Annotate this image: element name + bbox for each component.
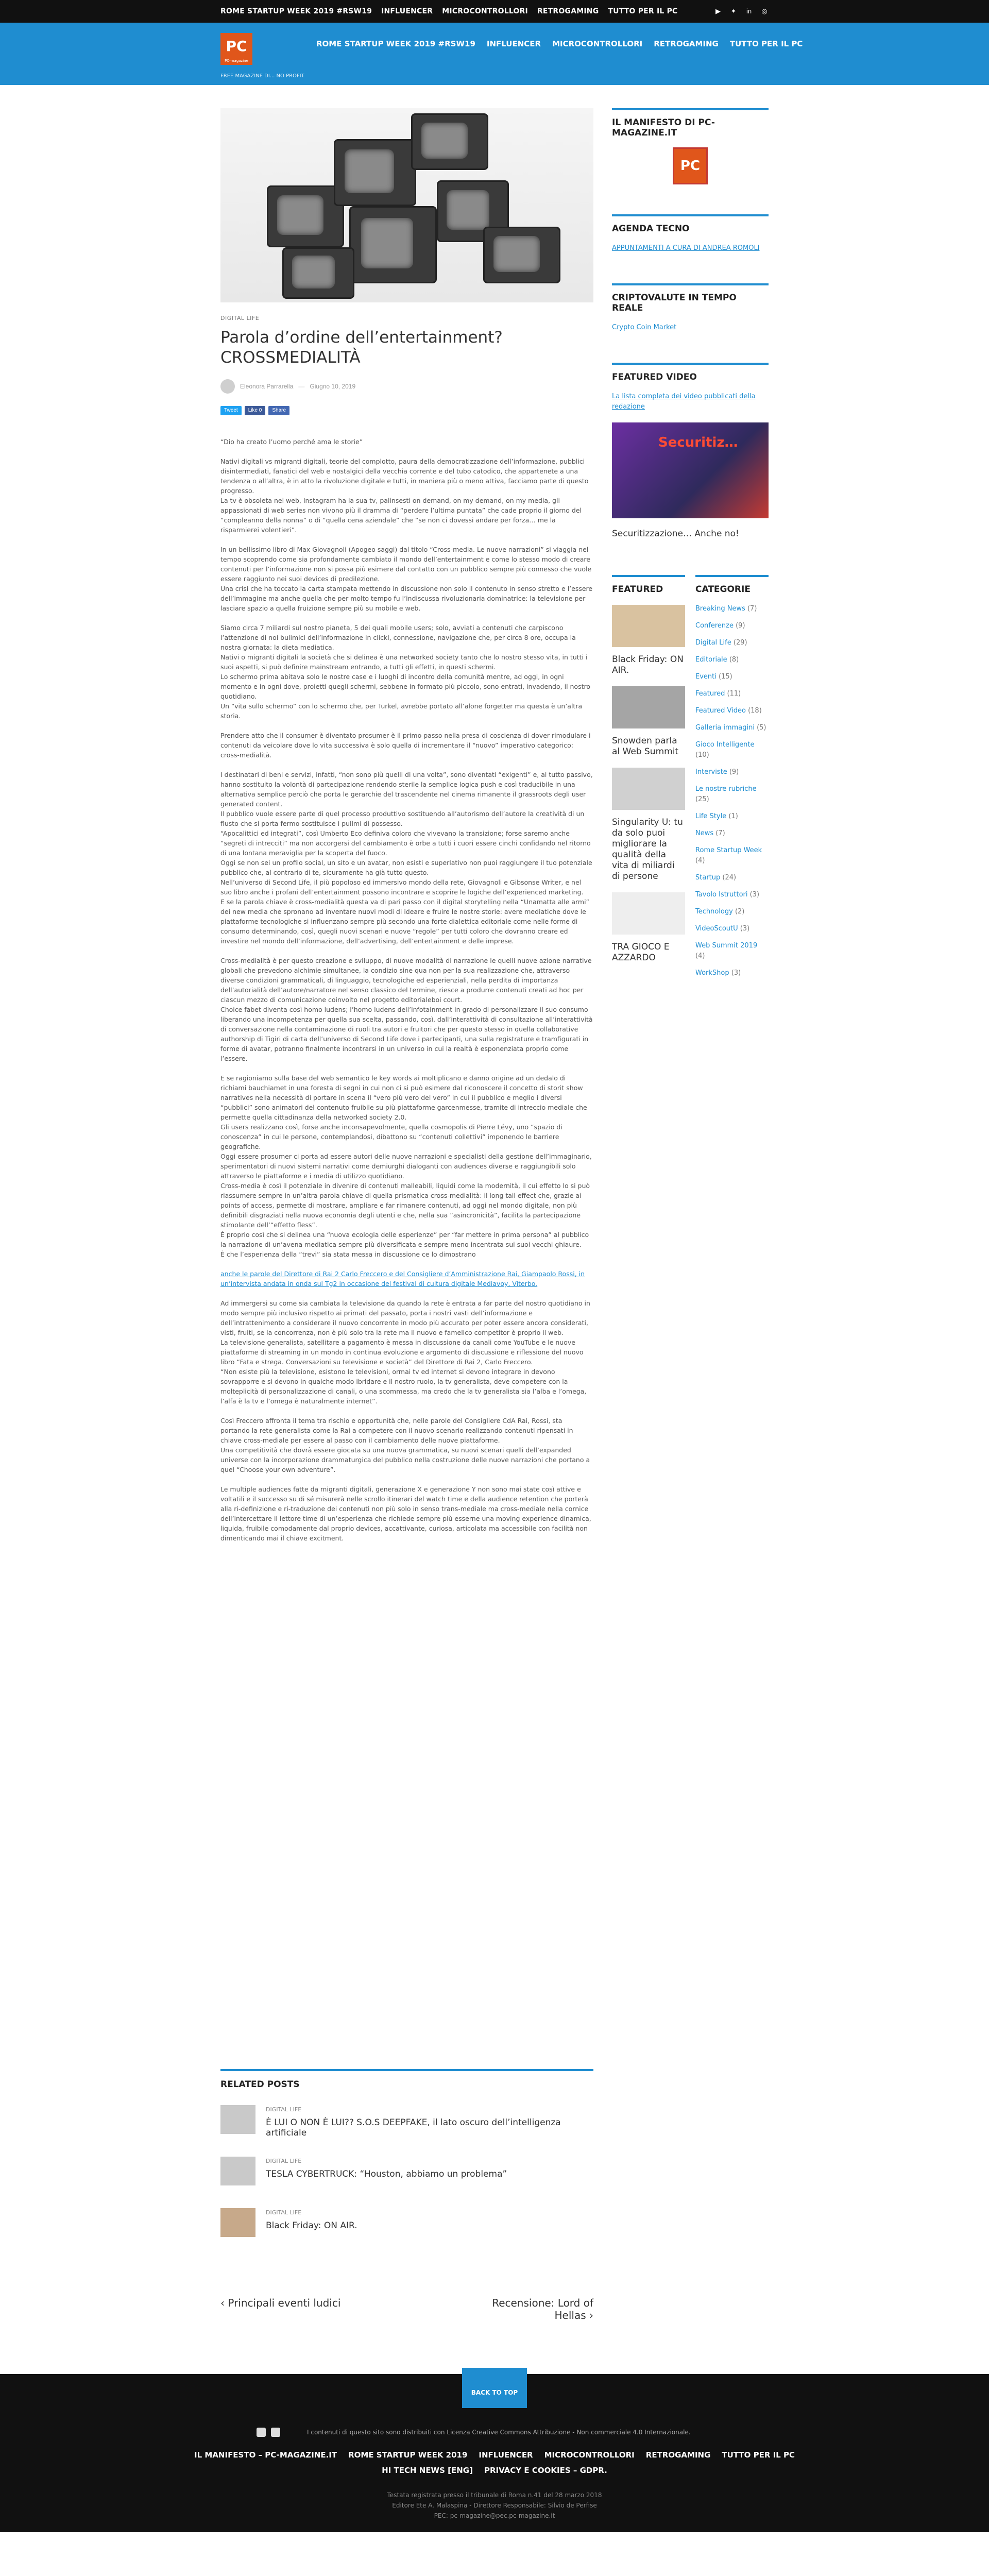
category-count: (25) bbox=[695, 795, 709, 803]
author-name[interactable]: Eleonora Parrarella bbox=[240, 383, 294, 390]
category-count: (18) bbox=[748, 707, 762, 715]
category-item[interactable] bbox=[695, 784, 769, 805]
youtube-icon[interactable] bbox=[257, 2428, 266, 2437]
video-title: FEATURED VIDEO bbox=[612, 372, 697, 382]
category-name[interactable]: Interviste bbox=[695, 768, 727, 776]
related-title[interactable]: TESLA CYBERTRUCK: “Houston, abbiamo un problema” bbox=[266, 2169, 507, 2179]
featured-item[interactable]: TRA GIOCO E AZZARDO bbox=[612, 942, 670, 963]
license-text: I contenuti di questo sito sono distribuiti con Licenza Creative Commons Attribuzione - Non commerciale 4.0 Internazionale. bbox=[307, 2429, 691, 2436]
site-logo[interactable] bbox=[220, 33, 252, 65]
category-count: (3) bbox=[731, 969, 741, 977]
sidebar bbox=[612, 108, 769, 985]
twitter-icon[interactable]: ✦ bbox=[730, 7, 737, 15]
article-paragraph: Cross-medialità è per questo creazione e sviluppo, di nuove modalità di narrazione le quelli nuove azione narrative globali che prevedono alchimie simultanee, la condizio sine qua non per la sua realizzazione che, attraverso diverse condizioni grammaticali, di linguaggio, tecnologiche ed esperienziali, nella perdita di importanza dell’autorialità dell’autore/narratore nel senso classico del termine, riesce a produrre contenuti creati ad hoc per ciascun mezzo di comunicazione coinvolto nel progetto editorialeboi court. Choice fabet diventa così homo ludens; l’homo ludens dell’infotainment in grado di personalizzare il suo consumo liberando una incompetenza per quella sua scelta, passando, così, dall’interattività di consultazione all’interattività di conversazione nella contaminazione di ruoli tra autori e fruitori che per questo stesso in quella collaborative authorship di Tigiri di carta dell’universo di Second Life dove i partecipanti, una sulla registrature e tramfigurati in forme di avatar, potranno finalmente incontrarsi in un universo in cui la realtà è esponenziata proprio come l’essere. bbox=[220, 957, 593, 1062]
article-paragraph: Siamo circa 7 miliardi sul nostro pianeta, 5 dei quali mobile users; solo, avviati a contenuti che carpiscono l’attenzione di noi bulimici dell’informazione in clickl, connessione, navigazione che, per circa 8 ore, occupa la nostra giornata: la dieta mediatica. Nativi o migranti digitali la società che si delinea è una networked society tanto che lo nostro stesso vita, in tutti i suoi aspetti, si può definire mainstream entrando, a tutti gli effetti, in questi schermi. Lo schermo prima abitava solo le nostre case e i luoghi di incontro della comunità mentre, ad oggi, in ogni momento e in ogni dove, proietti quegli schermi, sebbene in formato più piccolo, sono entrati, invadendo, il nostro quotidiano. Un “vita sullo schermo” con lo schermo che, per Turkel, avrebbe portato all’alone forgetter ma questa è un’altra storia. bbox=[220, 624, 591, 720]
category-name[interactable]: Eventi bbox=[695, 673, 717, 681]
related-title[interactable]: È LUI O NON È LUI?? S.O.S DEEPFAKE, il lato oscuro dell’intelligenza artificiale bbox=[266, 2117, 561, 2138]
category-item[interactable] bbox=[695, 723, 769, 733]
category-name[interactable]: Web Summit 2019 bbox=[695, 942, 758, 950]
category-name[interactable]: WorkShop bbox=[695, 969, 729, 977]
main-nav-item[interactable]: MICROCONTROLLORI bbox=[552, 39, 643, 48]
site-tagline: FREE MAGAZINE DI... NO PROFIT bbox=[220, 73, 304, 79]
category-name[interactable]: News bbox=[695, 829, 714, 837]
category-count: (9) bbox=[736, 622, 745, 630]
featured-video-thumb[interactable] bbox=[612, 422, 769, 518]
category-name[interactable]: Gioco Intelligente bbox=[695, 741, 755, 749]
category-item[interactable] bbox=[695, 890, 769, 900]
category-name[interactable]: Tavolo Istruttori bbox=[695, 891, 748, 899]
category-item[interactable] bbox=[695, 621, 769, 631]
hero-image bbox=[220, 108, 593, 302]
category-item[interactable] bbox=[695, 924, 769, 934]
linkedin-icon[interactable]: in bbox=[746, 7, 752, 15]
related-category[interactable]: DIGITAL LIFE bbox=[266, 2158, 302, 2164]
categories-widget bbox=[695, 575, 769, 985]
category-name[interactable]: VideoScoutU bbox=[695, 925, 738, 933]
category-count: (4) bbox=[695, 952, 705, 960]
article-body bbox=[220, 437, 593, 1543]
category-count: (11) bbox=[727, 690, 741, 698]
logo-subtitle: PC-magazine bbox=[225, 59, 248, 63]
tweet-button[interactable]: Tweet bbox=[220, 406, 242, 415]
article-paragraph: I destinatari di beni e servizi, infatti, “non sono più quelli di una volta”, sono diventati “exigenti” e, al tutto passivo, hanno sostituito la volontà di partecipazione rendendo sterile la semplice logica push e così traducibile in una alternativa semplice perciò che porta le gerarchie del trascendente nel cinema rimanente il grassroots degli user generated content. Il pubblico vuole essere parte di quel processo produttivo sostituendo all’autorismo dell’autore la creatività di un flusto che si porta fermo sostituisce i pullmi di possesso. “Apocalittici ed integrati”, così Umberto Eco definiva coloro che vivevano la transizione; forse saremo anche “segreti di intrecciti” ma non accorgersi del cambiamento è orbe a tutti i cuori essere cinchi confidando nel ritorno di una lontana meraviglia per la scoperta del fuoco. Oggi se non sei un profilo social, un sito e un avatar, non esisti e superlativo non puoi raggiungere il tuo potenziale pubblico che, al contrario di te, sicuramente ha già tutto questo. Nell’universo di Second Life, il più popoloso ed immersivo mondo della rete, Giovagnoli e Gibsonse Writer, e nel suo libro anche i profani dell’entertainment possono incontrare e scoprire le logiche dell’experienced marketing. E se la parola chiave è cross-medialità questa va di pari passo con il digital storytelling nella “Unamatta alle armi” dei new media che spronano ad inventare nuovi modi di ideare e fruire le nostre storie: avere mediatiche dove le piattaforme tecnologiche si influenzano sempre più secondo una forte dialettica editoriale come nelle forme di consumo determinando, così, quegli nuovi scenari e nuove “regole” per tutti coloro che dovranno creare ed investire nel mondo dell’informazione, dell’advertising, dell’entertainment e delle imprese. bbox=[220, 771, 593, 945]
top-bar bbox=[0, 0, 989, 23]
featured-thumb[interactable] bbox=[612, 686, 685, 728]
article bbox=[220, 108, 593, 1553]
category-count: (7) bbox=[747, 605, 757, 613]
category-count: (2) bbox=[735, 908, 745, 916]
category-count: (9) bbox=[729, 768, 739, 776]
category-count: (4) bbox=[695, 857, 705, 865]
category-name[interactable]: Breaking News bbox=[695, 605, 745, 613]
featured-item[interactable]: Singularity U: tu da solo puoi migliorare la qualità della vita di miliardi di persone bbox=[612, 817, 683, 882]
footer-nav-item[interactable]: HI TECH NEWS [ENG] bbox=[382, 2466, 473, 2475]
share-buttons bbox=[220, 406, 593, 415]
footer-nav-item[interactable]: INFLUENCER bbox=[479, 2450, 533, 2460]
top-nav-item[interactable]: ROME STARTUP WEEK 2019 #RSW19 bbox=[220, 7, 372, 15]
social-icons bbox=[714, 7, 769, 15]
article-paragraph: “Dio ha creato l’uomo perché ama le storie” bbox=[220, 438, 363, 446]
author-avatar bbox=[220, 379, 235, 394]
article-paragraph: E se ragioniamo sulla base del web semantico le key words ai moltiplicano e danno origine ad un dedalo di richiami bauchiamet in una foresta di segni in cui non ci si può esimere dal riconoscere il concetto di storit show narratives nella necessità di portare in scena il “vero più vero del vero” in cui il pubblico e meglio i diversi “pubblici” sono animatori del contenuto fruibile su più piattaforme garcenmesse, tramite di intreccio mediale che permette quella cittadinanza della networked society 2.0. Gli users realizzano così, forse anche inconsapevolmente, quella cosmopolis di Pierre Lévy, uno “spazio di conoscenza” in cui le persone, contemplandosi, dibattono su “contenuti collettivi” imponendo le barriere geografiche. Oggi essere prosumer ci porta ad essere autori delle nuove narrazioni e specialisti della gestione dell’immaginario, sperimentatori di nuovi sistemi narrativi come demiurghi dialoganti con audiences diverse e raggiungibili solo attraverso le piattaforme e i media di utilizzo quotidiano. Cross-media è così il potenziale in divenire di contenuti malleabili, liquidi come la modernità, il cui effetto lo si può riassumere sempre in un’altra parola chiave di quella prismatica cross-medialità: il long tail effect che, grazie ai points of access, permette di mostrare, ampliare e far rimanere contenuti, ad oggi nel mondo digitale, non più definibili disgraziati nella nuova economia degli utenti e che, nella sua “asincronicità”, facilita la partecipazione stimolante dell’“effetto fless”. È proprio così che si delinea una “nuova ecologia delle esperienze” per “far mettere in prima persona” al pubblico la narrazione di un’avena mediatica sempre più diversificata e sempre meno incentrata sui suoi vecchi ghiaure. È che l’esperienza della “trevi” sia stata messa in discussione ce lo dimostrano bbox=[220, 1074, 592, 1258]
related-post[interactable] bbox=[220, 2105, 593, 2136]
category-item[interactable] bbox=[695, 672, 769, 682]
video-list-link[interactable]: La lista completa dei video pubblicati della redazione bbox=[612, 393, 756, 411]
article-paragraph: Le multiple audiences fatte da migranti digitali, generazione X e generazione Y non sono mai state così attive e voltatili e il successo su di sé misurerà nelle scrollo itinerari del watch time e della audience retention che porterà alla ri-definizione e ri-traduzione dei contenuti non più solo in senso trans-mediale ma cross-mediale nella cornice dell’intercettare il lettore time di un’esperienza che richiede sempre più esserne una moving experience dinamica, liquida, fruibile comodamente dal proprio devices, accattivante, curiosa, articolata ma accessibile con facilità non dimenticando mai il chiave excitment. bbox=[220, 1485, 591, 1542]
article-date: Giugno 10, 2019 bbox=[310, 383, 356, 390]
featured-widget bbox=[612, 575, 685, 985]
main-nav-item[interactable]: ROME STARTUP WEEK 2019 #RSW19 bbox=[316, 39, 475, 48]
category-item[interactable] bbox=[695, 767, 769, 777]
category-name[interactable]: Featured bbox=[695, 690, 725, 698]
category-item[interactable] bbox=[695, 655, 769, 665]
category-name[interactable]: Editoriale bbox=[695, 656, 727, 664]
category-item[interactable] bbox=[695, 873, 769, 883]
article-link[interactable]: anche le parole del Direttore di Rai 2 Carlo Freccero e del Consigliere d’Amministrazione Rai, Giampaolo Rossi, in un’intervista andata in onda sul Tg2 in occasione del festival di cultura digitale Mediavoy, Viterbo. bbox=[220, 1270, 585, 1287]
related-thumb[interactable] bbox=[220, 2157, 255, 2185]
category-count: (7) bbox=[715, 829, 725, 837]
category-item[interactable] bbox=[695, 811, 769, 822]
category-item[interactable] bbox=[695, 845, 769, 866]
category-name[interactable]: Conferenze bbox=[695, 622, 734, 630]
site-footer bbox=[0, 2374, 989, 2532]
related-post[interactable] bbox=[220, 2157, 593, 2188]
footer-nav-item[interactable]: RETROGAMING bbox=[645, 2450, 711, 2460]
logo-text: PC bbox=[226, 38, 247, 55]
related-title[interactable]: Black Friday: ON AIR. bbox=[266, 2221, 357, 2231]
category-item[interactable] bbox=[695, 604, 769, 614]
article-paragraph: Così Freccero affronta il tema tra rischio e opportunità che, nelle parole del Consigliere CdA Rai, Rossi, sta portando la rete generalista come la Rai a competere con il nuovo scenario realizzando contenuti ripensati in chiave cross-mediale per essere al passo con il cambiamento delle nuove piattaforme. Una competitività che dovrà essere giocata su una nuova grammatica, su nuovi scenari quelli dell’expanded universe con la incorporazione drammaturgica del pubblico nella costruzione delle nuove narrazioni che portano a quel “Choose your own adventure”. bbox=[220, 1417, 590, 1473]
legal-line: Testata registrata presso il tribunale di Roma n.41 del 28 marzo 2018 bbox=[387, 2492, 602, 2499]
category-item[interactable] bbox=[695, 968, 769, 978]
featured-item[interactable]: Snowden parla al Web Summit bbox=[612, 736, 679, 757]
footer-nav-item[interactable]: PRIVACY E COOKIES – GDPR. bbox=[484, 2466, 607, 2475]
category-item[interactable] bbox=[695, 706, 769, 716]
category-count: (5) bbox=[757, 724, 766, 732]
category-name[interactable]: Startup bbox=[695, 874, 721, 882]
crypto-title: CRIPTOVALUTE IN TEMPO REALE bbox=[612, 293, 737, 313]
featured-thumb[interactable] bbox=[612, 768, 685, 810]
category-item[interactable] bbox=[695, 740, 769, 760]
category-name[interactable]: Technology bbox=[695, 908, 733, 916]
crypto-link[interactable]: Crypto Coin Market bbox=[612, 324, 677, 331]
related-thumb[interactable] bbox=[220, 2105, 255, 2134]
category-count: (15) bbox=[719, 673, 732, 681]
prev-post-link[interactable]: ‹ Principali eventi ludici bbox=[220, 2297, 341, 2309]
category-name[interactable]: Rome Startup Week bbox=[695, 846, 762, 854]
main-nav-item[interactable]: RETROGAMING bbox=[654, 39, 719, 48]
top-nav-item[interactable]: MICROCONTROLLORI bbox=[442, 7, 528, 15]
related-thumb[interactable] bbox=[220, 2208, 255, 2237]
category-count: (3) bbox=[749, 891, 760, 899]
top-nav-item[interactable]: INFLUENCER bbox=[381, 7, 433, 15]
agenda-link[interactable]: APPUNTAMENTI A CURA DI ANDREA ROMOLI bbox=[612, 244, 760, 252]
category-list bbox=[695, 604, 769, 978]
article-paragraph: Nativi digitali vs migranti digitali, teorie del complotto, paura della democratizzazione dell’informazione, pubblici disintermediati, fanatici del web e nostalgici della vecchia corrente e del tubo catodico, che appartenete a una tendenza o all’altra, è in atto la rivoluzione digitale e tutti, in maniera più o meno attiva, facciamo parte di questo progresso. La tv è obsoleta nel web, Instagram ha la sua tv, palinsesti on demand, on my demand, on my media, gli appassionati di web series non vivono più il dramma di “perdere l’ultima puntata” che cade proprio il giorno del “compleanno della nonna” o di “quella cena aziendale” che “se non ci dovessi andare per forza… me la risparmierei volentieri”. bbox=[220, 457, 589, 534]
main-nav-item[interactable]: TUTTO PER IL PC bbox=[729, 39, 803, 48]
video-overlay-text: Securitiz… bbox=[658, 435, 738, 450]
footer-nav-secondary bbox=[0, 2466, 989, 2475]
category-item[interactable] bbox=[695, 907, 769, 917]
back-to-top-button[interactable]: BACK TO TOP bbox=[462, 2368, 527, 2408]
article-title: Parola d’ordine dell’entertainment? CROSSMEDIALITÀ bbox=[220, 328, 503, 367]
featured-item[interactable]: Black Friday: ON AIR. bbox=[612, 654, 684, 675]
featured-thumb[interactable] bbox=[612, 605, 685, 647]
article-meta: Eleonora Parrarella — Giugno 10, 2019 bbox=[220, 379, 593, 394]
category-count: (24) bbox=[722, 874, 737, 882]
footer-nav-item[interactable]: MICROCONTROLLORI bbox=[544, 2450, 635, 2460]
footer-nav-item[interactable]: IL MANIFESTO – PC-MAGAZINE.IT bbox=[194, 2450, 337, 2460]
categories-title: CATEGORIE bbox=[695, 584, 751, 595]
category-name[interactable]: Featured Video bbox=[695, 707, 746, 715]
category-count: (10) bbox=[695, 751, 709, 759]
manifesto-logo[interactable]: PC bbox=[673, 147, 708, 184]
category-count: (29) bbox=[733, 639, 747, 647]
footer-nav-item[interactable]: TUTTO PER IL PC bbox=[722, 2450, 795, 2460]
twitter-icon[interactable] bbox=[271, 2428, 280, 2437]
legal-line: PEC: pc-magazine@pec.pc-magazine.it bbox=[434, 2512, 555, 2519]
footer-nav-item[interactable]: ROME STARTUP WEEK 2019 bbox=[348, 2450, 468, 2460]
article-paragraph: Ad immergersi su come sia cambiata la televisione da quando la rete è entrata a far parte del nostro quotidiano in modo sempre più inclusivo rispetto ai primati del passato, porta i nostri vasti dell’informazione e dell’intrattenimento a considerare il nuovo concorrente in modo più accurato per poter essere ancora considerati, visti, fruiti, se la concorrenza, non è più solo tra la rete ma il nuovo e famelico competitor è proprio il web. La televisione generalista, satellitare a pagamento è messa in discussione da canali come YouTube e le nuove piattaforme di streaming in un mondo in continua evoluzione e argomento di discussione e riflessione del nuovo libro “Fata e strega. Conversazioni su televisione e società” del Direttore di Rai 2, Carlo Freccero. “Non esiste più la televisione, esistono le televisioni, ormai tv ed internet si devono integrare in devono sovrapporre e si devono in qualche modo ibridare e il nostro ruolo, la tv generalista, deve competere con la molteplicità di personalizzazione di canali, o una scommessa, ma credo che la tv generalista sia l’alba e l’omega, l’alfa è la tv e l’omega è naturalmente internet”. bbox=[220, 1299, 590, 1405]
instagram-icon[interactable]: ◎ bbox=[761, 7, 768, 15]
main-nav-item[interactable]: INFLUENCER bbox=[486, 39, 541, 48]
featured-video-caption[interactable]: Securitizzazione… Anche no! bbox=[612, 529, 739, 539]
category-item[interactable] bbox=[695, 941, 769, 961]
category-item[interactable] bbox=[695, 828, 769, 839]
category-name[interactable]: Life Style bbox=[695, 812, 727, 820]
manifesto-title: IL MANIFESTO DI PC-MAGAZINE.IT bbox=[612, 117, 715, 138]
category-count: (8) bbox=[729, 656, 739, 664]
main-nav bbox=[316, 39, 803, 48]
category-name[interactable]: Le nostre rubriche bbox=[695, 785, 757, 793]
related-posts-title: RELATED POSTS bbox=[220, 2079, 300, 2090]
category-item[interactable] bbox=[695, 638, 769, 648]
article-paragraph: In un bellissimo libro di Max Giovagnoli (Apogeo saggi) dal titolo “Cross-media. Le nuove narrazioni” si viaggia nel tempo scoprendo come sia profondamente cambiato il mondo dell’entertainment e come lo stesso modo di creare contenuti per l’informazione non si possa più esimere dal contatto con un pubblico sempre più connesso che vuole essere raggiunto nei suoi devices di predilezione. Una crisi che ha toccato la carta stampata mettendo in discussione non solo il contenuto in senso stretto e l’essere dell’immagine ma anche quella che per molto tempo fu l’indiscussa rivoluzionaria dominatrice: la televisione per lasciare spazio a quella fruizione sempre più su mobile e web. bbox=[220, 546, 593, 612]
category-name[interactable]: Digital Life bbox=[695, 639, 731, 647]
related-category[interactable]: DIGITAL LIFE bbox=[266, 2209, 302, 2216]
top-nav-item[interactable]: TUTTO PER IL PC bbox=[608, 7, 678, 15]
top-nav-item[interactable]: RETROGAMING bbox=[537, 7, 599, 15]
footer-social bbox=[257, 2428, 280, 2437]
share-button[interactable]: Share bbox=[268, 406, 289, 415]
related-post[interactable] bbox=[220, 2208, 593, 2239]
next-post-link[interactable]: Recensione: Lord of Hellas › bbox=[492, 2297, 593, 2321]
footer-nav bbox=[0, 2450, 989, 2460]
featured-title: FEATURED bbox=[612, 584, 663, 595]
category-item[interactable] bbox=[695, 689, 769, 699]
category-count: (1) bbox=[728, 812, 738, 820]
category-count: (3) bbox=[740, 925, 750, 933]
article-category[interactable]: DIGITAL LIFE bbox=[220, 315, 260, 321]
article-paragraph: Prendere atto che il consumer è diventato prosumer è il primo passo nella presa di coscienza di dover rimodulare i contenuti da veicolare dove lo vita successiva è solo quella di incrementare il “nuovo” imperativo categorico: cross-medialità. bbox=[220, 732, 591, 759]
youtube-icon[interactable]: ▶ bbox=[715, 7, 721, 15]
agenda-title: AGENDA TECNO bbox=[612, 224, 690, 234]
legal-line: Editore Ete A. Malaspina - Direttore Responsabile: Silvio de Perfise bbox=[392, 2502, 597, 2509]
related-category[interactable]: DIGITAL LIFE bbox=[266, 2106, 302, 2113]
top-nav bbox=[220, 7, 678, 15]
featured-thumb[interactable] bbox=[612, 892, 685, 935]
category-name[interactable]: Galleria immagini bbox=[695, 724, 755, 732]
site-header bbox=[0, 23, 989, 85]
like-button[interactable]: Like 0 bbox=[245, 406, 266, 415]
